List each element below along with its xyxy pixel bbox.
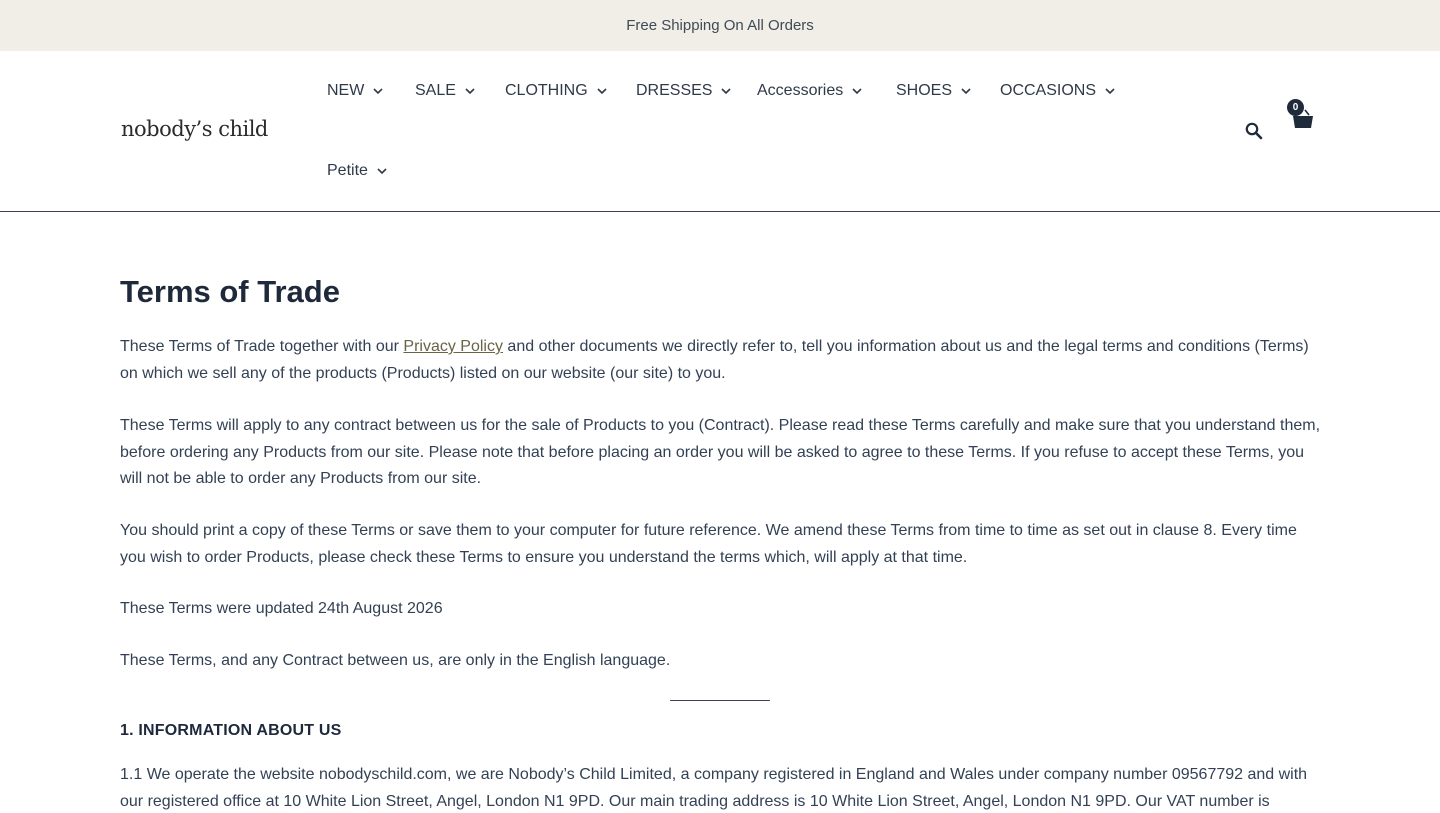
intro-text-after: and other documents we directly refer to, tell you information about us and the legal terms and conditions (Terms) on which we sell any of the products (Products) listed on our website (our site) to you.: [120, 338, 1309, 382]
intro-paragraph: [120, 334, 1320, 387]
search-icon[interactable]: [1244, 121, 1264, 141]
chevron-down-icon: [851, 85, 863, 97]
information-paragraph: 1.1 We operate the website nobodyschild.com, we are Nobody’s Child Limited, a company registered in England and Wales under company number 09567792 and with our registered office at 10 White Lion Street, Angel, London N1 9PD. Our main trading address is 10 White Lion Street, Angel, London N1 9PD. Our VAT number is: [120, 766, 1308, 810]
nav-item-label: CLOTHING: [505, 82, 588, 99]
chevron-down-icon: [596, 85, 608, 97]
nav-item-label: SALE: [415, 82, 456, 99]
nav-item-petite[interactable]: [327, 158, 388, 184]
nav-item-label: SHOES: [896, 82, 953, 99]
cart-button[interactable]: [1287, 99, 1317, 131]
print-copy-paragraph: You should print a copy of these Terms or save them to your computer for future reference. We amend these Terms from time to time as set out in clause 8. Every time you wish to order Products, please check these Terms to ensure you understand the terms which, will apply at that time.: [120, 522, 1297, 566]
announcement-text: Free Shipping On All Orders: [626, 17, 814, 34]
section-heading-information: 1. INFORMATION ABOUT US: [120, 722, 342, 739]
announcement-bar: [0, 0, 1440, 51]
nav-item-label: Petite: [327, 162, 368, 179]
nav-item-accessories[interactable]: [757, 78, 863, 104]
site-header: [0, 51, 1440, 212]
nav-item-label: DRESSES: [636, 82, 713, 99]
intro-text-before: These Terms of Trade together with our: [120, 338, 404, 355]
chevron-down-icon: [1104, 85, 1116, 97]
language-paragraph: These Terms, and any Contract between us, are only in the English language.: [120, 652, 671, 669]
nav-item-dresses[interactable]: [636, 78, 732, 104]
section-divider: [670, 700, 770, 701]
chevron-down-icon: [720, 85, 732, 97]
contract-paragraph: These Terms will apply to any contract between us for the sale of Products to you (Contract). Please read these Terms carefully and make sure that you understand them, before ordering any Products from our site. Please note that before placing an order you will be asked to agree to these Terms. If you refuse to accept these Terms, you will not be able to order any Products from our site.: [120, 417, 1321, 487]
nav-item-label: Accessories: [757, 82, 844, 99]
chevron-down-icon: [960, 85, 972, 97]
nav-item-sale[interactable]: [415, 78, 476, 104]
chevron-down-icon: [376, 165, 388, 177]
nav-item-new[interactable]: [327, 78, 384, 104]
cart-count-badge: 0: [1287, 99, 1304, 116]
nav-item-label: NEW: [327, 82, 365, 99]
updated-date-paragraph: These Terms were updated 24th August 2026: [120, 600, 443, 617]
nav-item-shoes[interactable]: [896, 78, 972, 104]
nav-item-occasions[interactable]: [1000, 78, 1116, 104]
chevron-down-icon: [372, 85, 384, 97]
brand-logo[interactable]: nobody’s child: [121, 117, 268, 141]
nav-item-clothing[interactable]: [505, 78, 608, 104]
nav-item-label: OCCASIONS: [1000, 82, 1097, 99]
chevron-down-icon: [464, 85, 476, 97]
privacy-policy-link[interactable]: Privacy Policy: [403, 338, 503, 355]
page-title: Terms of Trade: [120, 274, 340, 309]
